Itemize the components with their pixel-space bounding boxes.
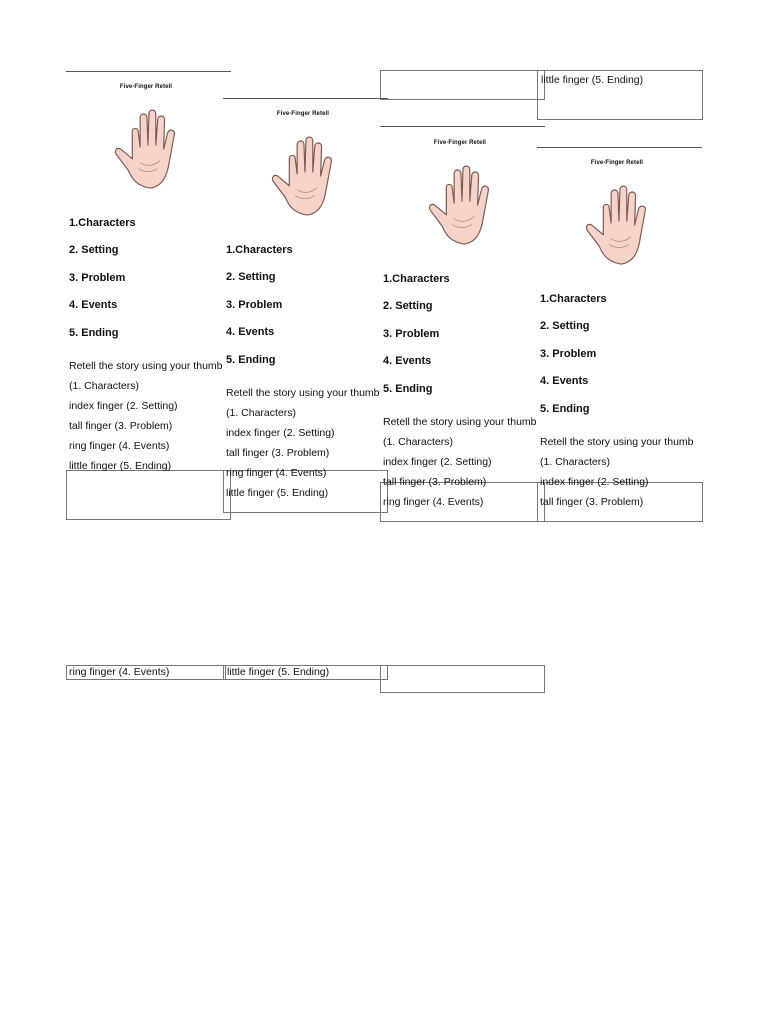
retell-instructions xyxy=(223,386,383,506)
retell-line: Retell the story using your thumb xyxy=(226,386,380,399)
retell-line: tall finger (3. Problem) xyxy=(540,495,644,508)
retell-line: index finger (2. Setting) xyxy=(540,475,649,488)
steps-list xyxy=(380,272,540,409)
retell-line: Retell the story using your thumb xyxy=(540,435,694,448)
retell-instructions xyxy=(537,435,697,515)
retell-line: index finger (2. Setting) xyxy=(383,455,492,468)
hand-icon xyxy=(267,131,339,219)
steps-list xyxy=(66,216,226,353)
retell-card-4 xyxy=(537,160,697,515)
step-ending: 5. Ending xyxy=(226,353,276,366)
card-3-top-rule xyxy=(380,126,545,127)
card-2-top-rule xyxy=(223,98,388,99)
hand-icon xyxy=(110,104,182,192)
retell-line: (1. Characters) xyxy=(226,406,297,419)
retell-line: (1. Characters) xyxy=(383,435,454,448)
step-setting: 2. Setting xyxy=(69,244,119,257)
retell-line: little finger (5. Ending) xyxy=(69,459,172,472)
step-problem: 3. Problem xyxy=(69,271,126,284)
retell-line: ring finger (4. Events) xyxy=(383,495,484,508)
hand-icon xyxy=(581,180,653,268)
step-events: 4. Events xyxy=(383,355,432,368)
retell-line: little finger (5. Ending) xyxy=(226,486,329,499)
steps-list xyxy=(223,243,383,380)
overflow-little-finger-top: little finger (5. Ending) xyxy=(541,74,644,86)
retell-instructions xyxy=(380,415,540,515)
retell-card-2 xyxy=(223,111,383,506)
retell-line: index finger (2. Setting) xyxy=(226,426,335,439)
step-ending: 5. Ending xyxy=(69,326,119,339)
retell-line: (1. Characters) xyxy=(540,455,611,468)
step-characters: 1.Characters xyxy=(540,293,607,305)
step-events: 4. Events xyxy=(540,375,589,388)
retell-line: Retell the story using your thumb xyxy=(69,359,223,372)
step-characters: 1.Characters xyxy=(226,244,293,256)
step-problem: 3. Problem xyxy=(226,298,283,311)
step-problem: 3. Problem xyxy=(540,347,597,360)
step-characters: 1.Characters xyxy=(69,217,136,229)
step-problem: 3. Problem xyxy=(383,327,440,340)
overflow-ring-finger: ring finger (4. Events) xyxy=(69,666,170,678)
step-setting: 2. Setting xyxy=(226,271,276,284)
retell-line: tall finger (3. Problem) xyxy=(69,419,173,432)
retell-line: (1. Characters) xyxy=(69,379,140,392)
frame-top-mid xyxy=(380,70,545,100)
retell-line: tall finger (3. Problem) xyxy=(226,446,330,459)
step-characters: 1.Characters xyxy=(383,273,450,285)
retell-line: ring finger (4. Events) xyxy=(226,466,327,479)
retell-line: Retell the story using your thumb xyxy=(383,415,537,428)
retell-instructions xyxy=(66,359,226,479)
card-title: Five-Finger Retell xyxy=(590,160,644,166)
overflow-little-finger-bottom: little finger (5. Ending) xyxy=(227,666,330,678)
card-title: Five-Finger Retell xyxy=(433,140,487,146)
retell-card-3 xyxy=(380,140,540,515)
retell-line: tall finger (3. Problem) xyxy=(383,475,487,488)
step-setting: 2. Setting xyxy=(540,320,590,333)
frame-bottom-right xyxy=(380,665,545,693)
steps-list xyxy=(537,292,697,429)
card-1-top-rule xyxy=(66,71,231,72)
card-title: Five-Finger Retell xyxy=(119,84,173,90)
step-events: 4. Events xyxy=(226,326,275,339)
step-setting: 2. Setting xyxy=(383,300,433,313)
card-4-top-rule xyxy=(537,147,702,148)
retell-line: ring finger (4. Events) xyxy=(69,439,170,452)
retell-line: index finger (2. Setting) xyxy=(69,399,178,412)
retell-card-1 xyxy=(66,84,226,479)
step-events: 4. Events xyxy=(69,299,118,312)
step-ending: 5. Ending xyxy=(540,402,590,415)
step-ending: 5. Ending xyxy=(383,382,433,395)
hand-icon xyxy=(424,160,496,248)
card-title: Five-Finger Retell xyxy=(276,111,330,117)
